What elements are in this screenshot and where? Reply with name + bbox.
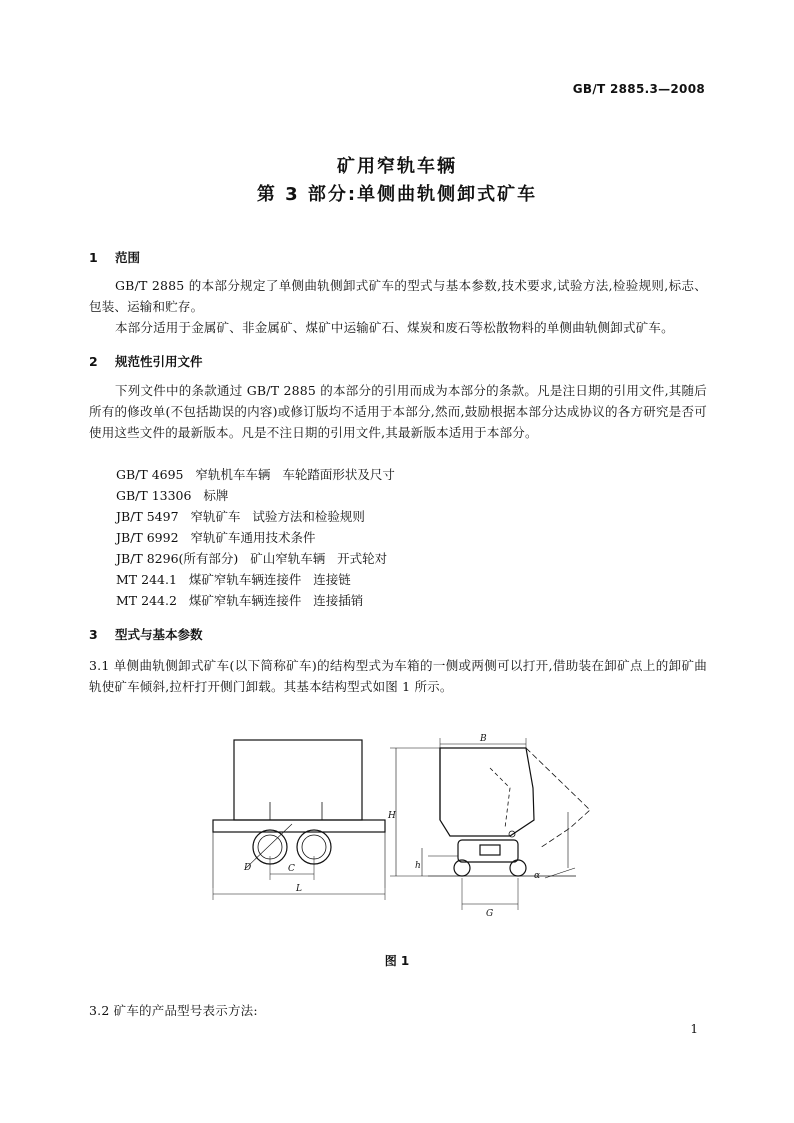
- label-alpha: α: [534, 871, 541, 881]
- document-title-line1: 矿用窄轨车辆: [337, 156, 457, 177]
- label-c: C: [288, 864, 295, 874]
- page-number: 1: [690, 1022, 698, 1036]
- front-frame-bar: [213, 820, 385, 832]
- section-number: 2: [89, 354, 98, 369]
- section-1-heading: [89, 248, 140, 266]
- reference-item: JB/T 5497 窄轨矿车 试验方法和检验规则: [116, 509, 365, 524]
- label-g: G: [486, 909, 494, 919]
- clause-3-1: 3.1 单侧曲轨侧卸式矿车(以下简称矿车)的结构型式为车箱的一侧或两侧可以打开,借助装在卸矿点上的卸矿曲轨使矿车倾斜,拉杆打开侧门卸载。其基本结构型式如图 1 所示。: [89, 658, 707, 694]
- label-b: B: [480, 734, 487, 744]
- section-1-paragraph-2: 本部分适用于金属矿、非金属矿、煤矿中运输矿石、煤炭和废石等松散物料的单侧曲轨侧卸式矿车。: [115, 320, 674, 335]
- side-frame: [458, 840, 518, 862]
- reference-item: GB/T 13306 标牌: [116, 488, 229, 503]
- section-number: 1: [89, 250, 98, 265]
- reference-item: MT 244.1 煤矿窄轨车辆连接件 连接链: [116, 572, 351, 587]
- section-3-heading: [89, 625, 203, 643]
- standard-number: GB/T 2885.3—2008: [572, 82, 705, 96]
- clause-3-2: 3.2 矿车的产品型号表示方法:: [89, 1003, 258, 1018]
- section-2-paragraph-1: 下列文件中的条款通过 GB/T 2885 的本部分的引用而成为本部分的条款。凡是注日期的引用文件,其随后所有的修改单(不包括勘误的内容)或修订版均不适用于本部分,然而,鼓励根据本部分达成协议的各方研究是否可使用这些文件的最新版本。凡是不注日期的引用文件,其最新版本适用于本部分。: [89, 383, 707, 440]
- label-d: D: [244, 863, 252, 873]
- reference-item: GB/T 4695 窄轨机车车辆 车轮踏面形状及尺寸: [116, 467, 395, 482]
- side-body: [440, 748, 534, 836]
- section-number: 3: [89, 627, 98, 642]
- label-l: L: [296, 884, 302, 894]
- section-1-paragraph-1: GB/T 2885 的本部分规定了单侧曲轨侧卸式矿车的型式与基本参数,技术要求,试验方法,检验规则,标志、包装、运输和贮存。: [89, 278, 707, 314]
- section-title: 范围: [115, 250, 141, 265]
- reference-item: JB/T 8296(所有部分) 矿山窄轨车辆 开式轮对: [116, 551, 388, 566]
- section-title: 规范性引用文件: [115, 354, 203, 369]
- section-title: 型式与基本参数: [115, 627, 203, 642]
- reference-item: MT 244.2 煤矿窄轨车辆连接件 连接插销: [116, 593, 364, 608]
- label-small-h: h: [415, 861, 421, 871]
- front-body-box: [234, 740, 362, 820]
- figure-caption: 图 1: [384, 954, 410, 968]
- reference-item: JB/T 6992 窄轨矿车通用技术条件: [116, 530, 316, 545]
- tilted-body-outline: [526, 748, 590, 848]
- document-title-line2: 第 3 部分:单侧曲轨侧卸式矿车: [256, 184, 538, 205]
- label-h: H: [388, 811, 396, 821]
- figure-1-drawing: [200, 728, 600, 928]
- section-2-heading: [89, 352, 203, 370]
